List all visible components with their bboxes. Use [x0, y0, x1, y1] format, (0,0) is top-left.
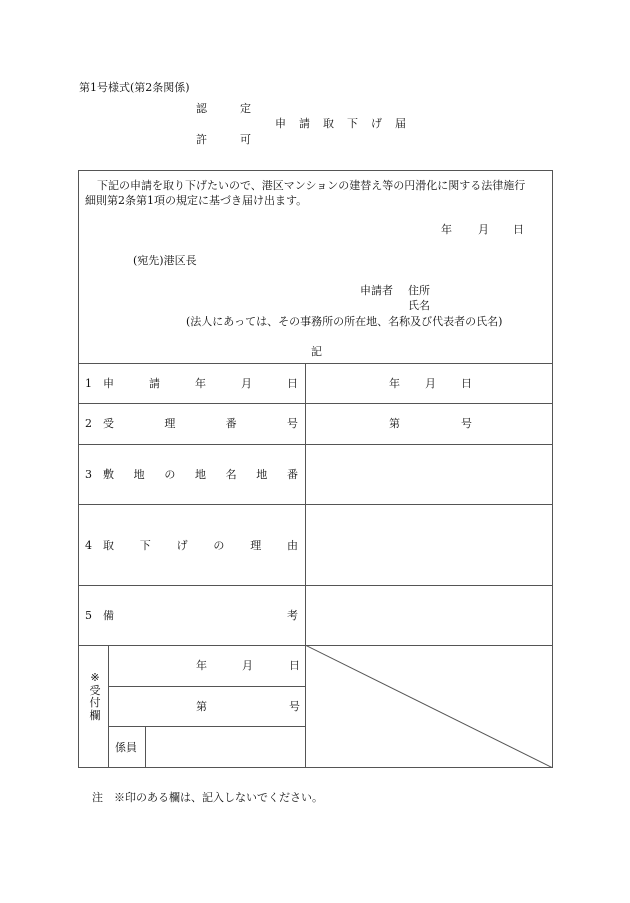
reception-day: 日	[289, 659, 300, 672]
divider-reception-number	[108, 726, 305, 727]
row5-label: 備 考	[103, 609, 298, 622]
divider-row2	[78, 444, 553, 445]
divider-row4	[78, 585, 553, 586]
row1-number: 1	[85, 377, 92, 390]
footnote: 注 ※印のある欄は、記入しないでください。	[92, 791, 323, 804]
row3-number: 3	[85, 468, 92, 481]
row5-number: 5	[85, 609, 92, 622]
title-kind-kyoka: 許 可	[196, 133, 251, 146]
reception-month: 月	[242, 659, 253, 672]
reception-dai: 第	[196, 700, 207, 713]
divider-table-top	[78, 363, 553, 364]
row1-day: 日	[461, 377, 472, 390]
applicant-label: 申請者	[360, 284, 393, 297]
divider-reception-mark	[108, 645, 109, 768]
row2-label: 受 理 番 号	[103, 417, 298, 430]
divider-reception-date	[108, 686, 305, 687]
divider-row3	[78, 504, 553, 505]
diagonal-line	[305, 645, 553, 768]
row1-year: 年	[389, 377, 400, 390]
row2-dai: 第	[389, 417, 400, 430]
divider-row1	[78, 403, 553, 404]
ki-heading: 記	[311, 345, 322, 358]
addressee: (宛先)港区長	[133, 254, 197, 267]
row1-label: 申 請 年 月 日	[103, 377, 298, 390]
reception-mark-label: ※ 受 付 欄	[89, 671, 101, 722]
address-label: 住所	[408, 284, 430, 297]
row4-label: 取 下 げ の 理 由	[103, 539, 298, 552]
row3-label: 敷 地 の 地 名 地 番	[103, 468, 298, 481]
divider-staff	[145, 726, 146, 768]
document-title: 申 請 取 下 げ 届	[275, 117, 407, 130]
name-label: 氏名	[408, 299, 430, 312]
title-kind-nintei: 認 定	[196, 102, 251, 115]
row2-number: 2	[85, 417, 92, 430]
staff-label: 係員	[115, 741, 137, 754]
request-paragraph-line1: 下記の申請を取り下げたいので、港区マンションの建替え等の円滑化に関する法律施行	[97, 179, 526, 192]
corporation-note: (法人にあっては、その事務所の所在地、名称及び代表者の氏名)	[186, 315, 503, 328]
form-id: 第1号様式(第2条関係)	[79, 81, 190, 94]
row1-month: 月	[425, 377, 436, 390]
reception-year: 年	[196, 659, 207, 672]
row2-go: 号	[461, 417, 472, 430]
request-paragraph-line2: 細則第2条第1項の規定に基づき届け出ます。	[85, 194, 308, 207]
submission-year-label: 年	[441, 223, 452, 236]
submission-month-label: 月	[478, 223, 489, 236]
submission-day-label: 日	[513, 223, 524, 236]
row4-number: 4	[85, 539, 92, 552]
reception-go: 号	[289, 700, 300, 713]
